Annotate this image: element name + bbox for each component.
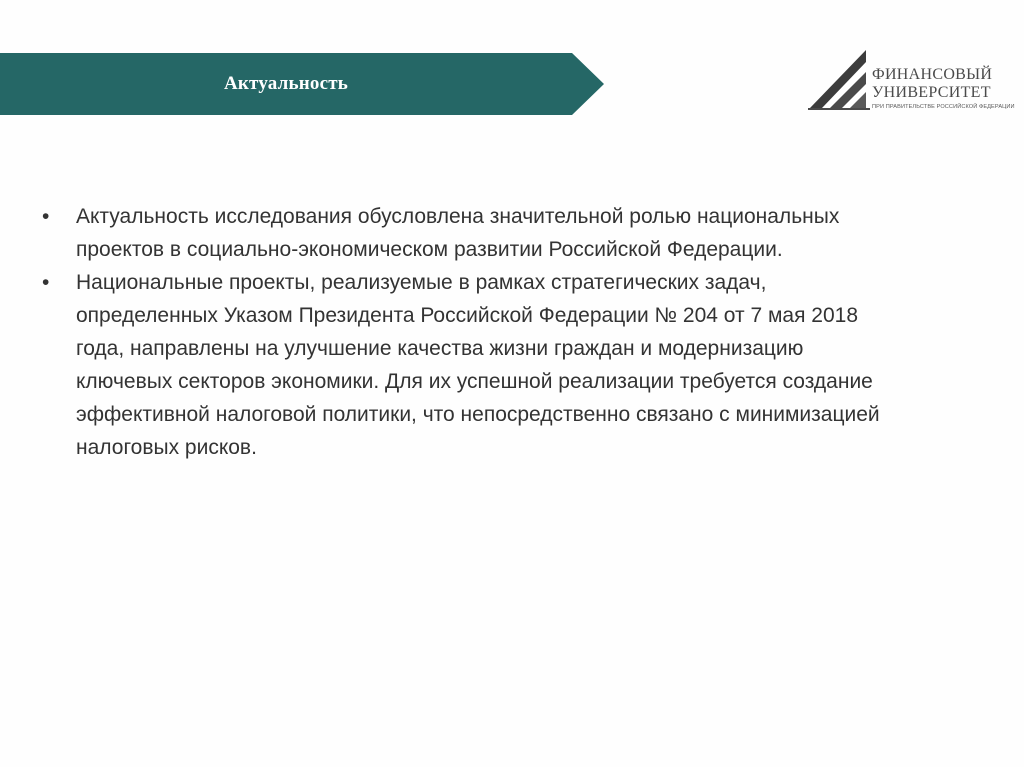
- logo-text-line3: ПРИ ПРАВИТЕЛЬСТВЕ РОССИЙСКОЙ ФЕДЕРАЦИИ: [872, 104, 1015, 110]
- university-logo: [808, 48, 1015, 116]
- bullet-text: Национальные проекты, реализуемые в рамках стратегических задач, определенных Указом Президента Российской Федерации № 204 от 7 мая 2018 года, направлены на улучшение качества жизни граждан и модернизацию ключевых секторов экономики. Для их успешной реализации требуется создание эффективной налоговой политики, что непосредственно связано с минимизацией налоговых рисков.: [76, 271, 880, 459]
- bullet-item: [40, 266, 900, 464]
- logo-text-line2: УНИВЕРСИТЕТ: [872, 84, 991, 101]
- bullet-text: Актуальность исследования обусловлена значительной ролью национальных проектов в социально-экономическом развитии Российской Федерации.: [76, 205, 840, 261]
- slide-title: Актуальность: [223, 73, 349, 94]
- logo-emblem-icon: [808, 48, 872, 116]
- bullet-marker: •: [42, 271, 50, 294]
- slide-body: [40, 200, 900, 464]
- logo-text-line1: ФИНАНСОВЫЙ: [872, 66, 993, 83]
- title-banner: [0, 53, 606, 115]
- bullet-marker: •: [42, 205, 50, 228]
- bullet-item: [40, 200, 900, 266]
